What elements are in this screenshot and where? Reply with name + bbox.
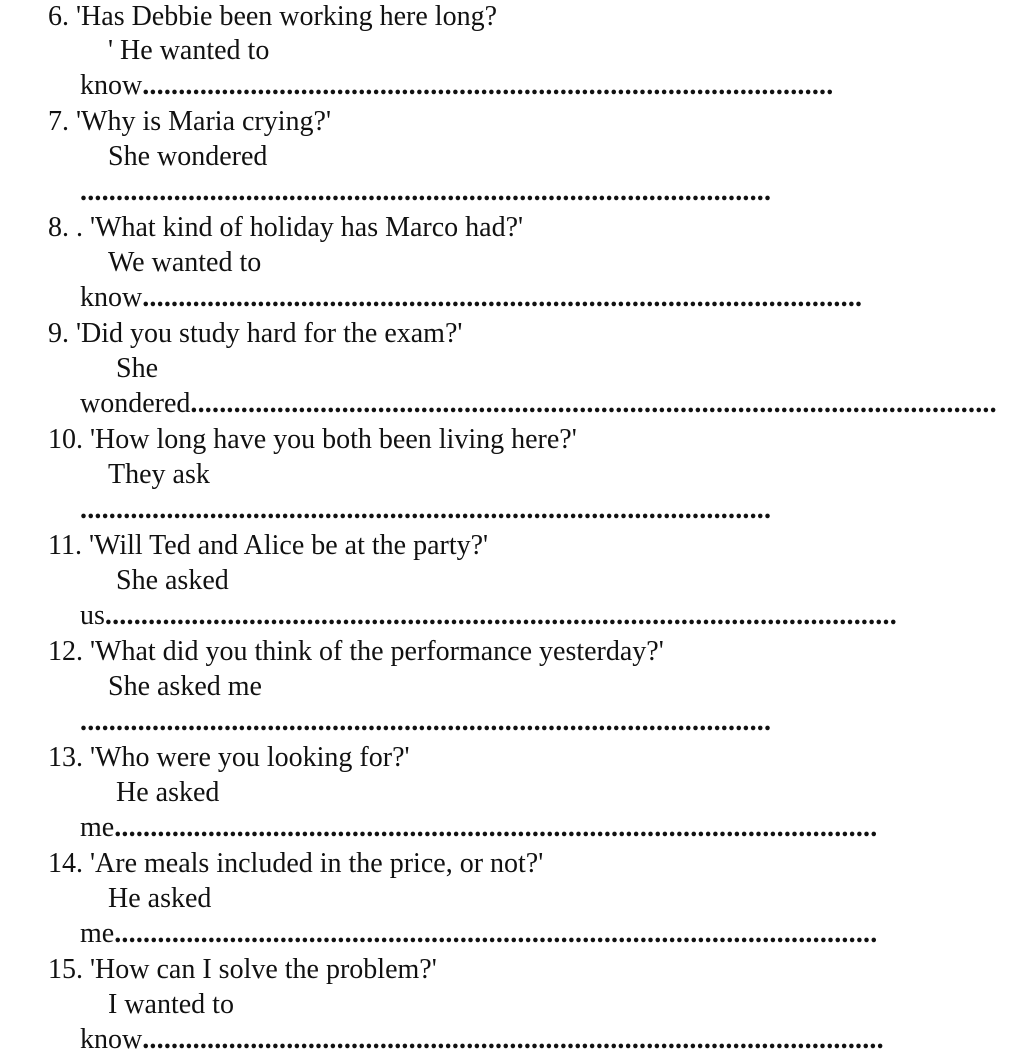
- item-8-answer-line[interactable]: know....................................................................................................: [80, 282, 863, 313]
- item-15-stem: I wanted to: [108, 989, 234, 1020]
- item-10-question: 10. 'How long have you both been living here?': [48, 424, 577, 455]
- item-9-stem: She: [116, 353, 158, 384]
- item-15-answer-line[interactable]: know.......................................................................................................: [80, 1024, 884, 1055]
- item-7-answer-line[interactable]: ................................................................................................: [80, 176, 772, 207]
- item-7-question: 7. 'Why is Maria crying?': [48, 106, 332, 137]
- item-15-question: 15. 'How can I solve the problem?': [48, 954, 437, 985]
- item-11-answer-line[interactable]: us..............................................................................................................: [80, 600, 897, 631]
- item-13-question: 13. 'Who were you looking for?': [48, 742, 410, 773]
- item-8-question: 8. . 'What kind of holiday has Marco had?': [48, 212, 524, 243]
- item-11-stem: She asked: [116, 565, 229, 596]
- item-11-question: 11. 'Will Ted and Alice be at the party?': [48, 530, 489, 561]
- item-14-stem: He asked: [108, 883, 212, 914]
- item-9-answer-line[interactable]: wondered................................................................................................................: [80, 388, 997, 419]
- item-10-answer-line[interactable]: ................................................................................................: [80, 494, 772, 525]
- item-6-question: 6. 'Has Debbie been working here long?: [48, 1, 498, 32]
- item-14-answer-line[interactable]: me..........................................................................................................: [80, 918, 878, 949]
- item-10-stem: They ask: [108, 459, 210, 490]
- item-9-question: 9. 'Did you study hard for the exam?': [48, 318, 463, 349]
- item-12-question: 12. 'What did you think of the performance yesterday?': [48, 636, 664, 667]
- item-7-stem: She wondered: [108, 141, 268, 172]
- item-6-answer-line[interactable]: know................................................................................................: [80, 70, 834, 101]
- item-12-stem: She asked me: [108, 671, 262, 702]
- item-13-stem: He asked: [116, 777, 220, 808]
- item-12-answer-line[interactable]: ................................................................................................: [80, 706, 772, 737]
- item-6-stem: ' He wanted to: [108, 35, 270, 66]
- item-13-answer-line[interactable]: me..........................................................................................................: [80, 812, 878, 843]
- item-8-stem: We wanted to: [108, 247, 262, 278]
- item-14-question: 14. 'Are meals included in the price, or not?': [48, 848, 544, 879]
